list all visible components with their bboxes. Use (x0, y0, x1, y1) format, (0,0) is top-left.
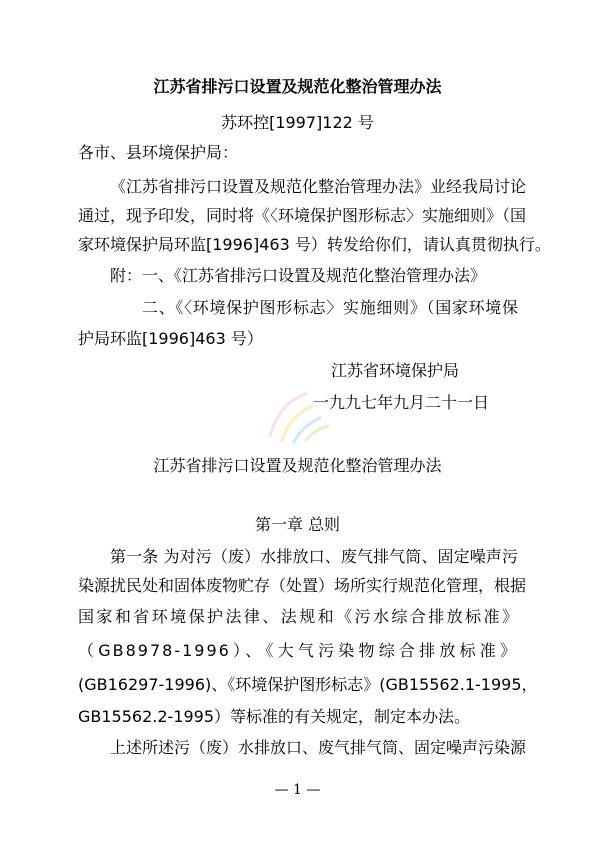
article-1-line-1: 第一条 为对污（废）水排放口、废气排气筒、固定噪声污 (110, 547, 518, 566)
salutation: 各市、县环境保护局： (78, 143, 239, 162)
page-number: — 1 — (274, 782, 321, 798)
issue-date: 一九九七年九月二十一日 (313, 393, 490, 412)
article-1-line-5: (GB16297-1996)、《环境保护图形标志》(GB15562.1-1995， (78, 675, 538, 694)
article-1-line-3: 国家和省环境保护法律、法规和《污水综合排放标准》 (78, 607, 518, 626)
attachment-2: 二、《〈环境保护图形标志〉实施细则》（国家环境保 (142, 298, 518, 317)
chapter-heading: 第一章 总则 (254, 515, 341, 534)
article-1-line-2: 染源扰民处和固体废物贮存（处置）场所实行规范化管理，根据 (78, 576, 527, 595)
attachment-2-cont: 护局环监[1996]463 号） (78, 329, 263, 348)
article-1-line-6: GB15562.2-1995）等标准的有关规定，制定本办法。 (78, 707, 471, 726)
cloud-logo-watermark-icon (262, 380, 342, 450)
document-number: 苏环控[1997]122 号 (221, 113, 374, 132)
body-line-1: 《江苏省排污口设置及规范化整治管理办法》业经我局讨论 (110, 177, 527, 196)
document-title: 江苏省排污口设置及规范化整治管理办法 (153, 77, 442, 96)
issuer: 江苏省环境保护局 (331, 361, 460, 380)
attachment-1: 附：一、《江苏省排污口设置及规范化整治管理办法》 (110, 266, 487, 285)
section-title: 江苏省排污口设置及规范化整治管理办法 (153, 456, 442, 475)
article-1-line-4: （GB8978-1996）、《大气污染物综合排放标准》 (78, 641, 518, 660)
body-line-3: 家环境保护局环监[1996]463 号）转发给你们，请认真贯彻执行。 (78, 235, 551, 254)
body-line-2: 通过，现予印发，同时将《〈环境保护图形标志〉实施细则》（国 (78, 206, 527, 225)
article-next-line: 上述所述污（废）水排放口、废气排气筒、固定噪声污染源 (110, 738, 527, 757)
